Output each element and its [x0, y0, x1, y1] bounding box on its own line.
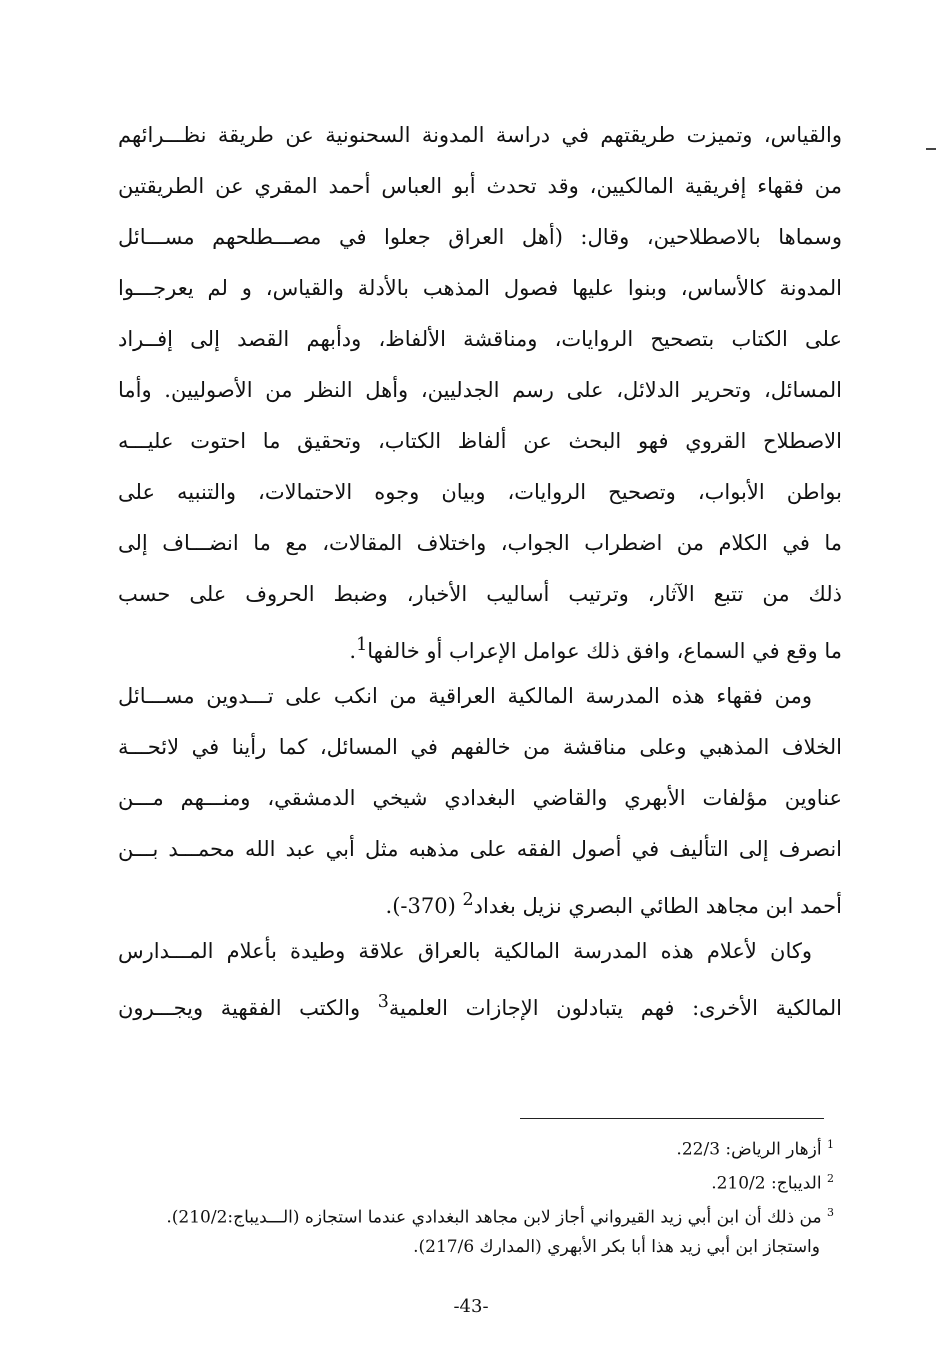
body-line-tail: (370-). — [385, 894, 463, 918]
footnote-item-continuation — [110, 1230, 834, 1264]
body-line: الخلاف المذهبي وعلى مناقشة من خالفهم في المسائل، كما رأينا في لائحـــة — [118, 735, 842, 759]
body-line: عناوين مؤلفات الأبهري والقاضي البغدادي شيخي الدمشقي، ومنـــهم مـــن — [118, 786, 842, 810]
margin-mark — [926, 148, 936, 150]
page-number: -43- — [453, 1296, 489, 1317]
footnote-text: من ذلك أن ابن أبي زيد القيرواني أجاز لابن مجاهد البغدادي عندما استجازه (الـــديباج:210/2). — [166, 1207, 822, 1228]
body-line: الاصطلاح القروي فهو البحث عن ألفاظ الكتاب، وتحقيق ما احتوت عليـــه — [118, 429, 842, 453]
body-line-text: والكتب الفقهية ويجـــرون — [118, 996, 378, 1020]
footnote-text: أزهار الرياض: 22/3. — [676, 1139, 822, 1160]
body-line-text: أحمد ابن مجاهد الطائي البصري نزيل بغداد — [473, 894, 842, 918]
footnote-ref-3[interactable]: 3 — [377, 992, 389, 1012]
footnote-ref-1[interactable]: 1 — [356, 635, 368, 655]
body-line-tail: . — [349, 639, 357, 663]
body-line: والقياس، وتميزت طريقتهم في دراسة المدونة السحنونية عن طريقة نظـــرائهم — [118, 123, 842, 147]
body-text — [118, 110, 842, 1028]
body-line: بواطن الأبواب، وتصحيح الروايات، وبيان وجوه الاحتمالات، والتنبيه على — [118, 480, 842, 504]
footnotes-section — [110, 1128, 834, 1264]
body-line: انصرف إلى التأليف في أصول الفقه على مذهبه مثل أبي عبد الله محمـــد بـــن — [118, 837, 842, 861]
body-line: المسائل، وتحرير الدلائل، على رسم الجدليين، وأهل النظر من الأصوليين. وأما — [118, 378, 842, 402]
footnote-separator — [520, 1118, 824, 1119]
body-line: من فقهاء إفريقية المالكيين، وقد تحدث أبو العباس أحمد المقري عن الطريقتين — [118, 174, 842, 198]
body-line: ما في الكلام من اضطراب الجواب، واختلاف المقالات، مع ما انضـــاف إلى — [118, 531, 842, 555]
body-line-with-footnote — [118, 875, 842, 926]
footnote-item — [110, 1162, 834, 1196]
body-line: على الكتاب بتصحيح الروايات، ومناقشة الألفاظ، ودأبهم القصد إلى إفــراد — [118, 327, 843, 351]
body-line: وكان لأعلام هذه المدرسة المالكية بالعراق علاقة وطيدة بأعلام المـــدارس — [118, 939, 812, 963]
footnote-item — [110, 1128, 834, 1162]
footnote-number: 2 — [827, 1172, 834, 1185]
footnote-item — [110, 1196, 834, 1230]
footnote-number: 3 — [827, 1206, 834, 1219]
body-line-with-footnote — [118, 620, 842, 671]
body-line-text: المالكية الأخرى: فهم يتبادلون الإجازات العلمية — [388, 996, 842, 1020]
body-line: ومن فقهاء هذه المدرسة المالكية العراقية من انكب على تـــدوين مســـائل — [118, 684, 812, 708]
body-line: وسماها بالاصطلاحين، وقال: (أهل العراق جعلوا في مصـــطلحهم مســـائل — [118, 225, 842, 249]
body-line-with-footnote — [118, 977, 842, 1028]
footnote-ref-2[interactable]: 2 — [462, 890, 474, 910]
body-line: ذلك من تتبع الآثار، وترتيب أساليب الأخبار، وضبط الحروف على حسب — [118, 582, 842, 606]
body-line-text: ما وقع في السماع، وافق ذلك عوامل الإعراب أو خالفها — [367, 639, 842, 663]
footnote-number: 1 — [827, 1138, 834, 1151]
body-line: المدونة كالأساس، وبنوا عليها فصول المذهب بالأدلة والقياس، و لم يعرجـــوا — [118, 276, 842, 300]
footnote-text: واستجاز ابن أبي زيد هذا أبا بكر الأبهري (المدارك 217/6). — [413, 1237, 820, 1257]
footnote-text: الديباج: 210/2. — [711, 1173, 822, 1194]
